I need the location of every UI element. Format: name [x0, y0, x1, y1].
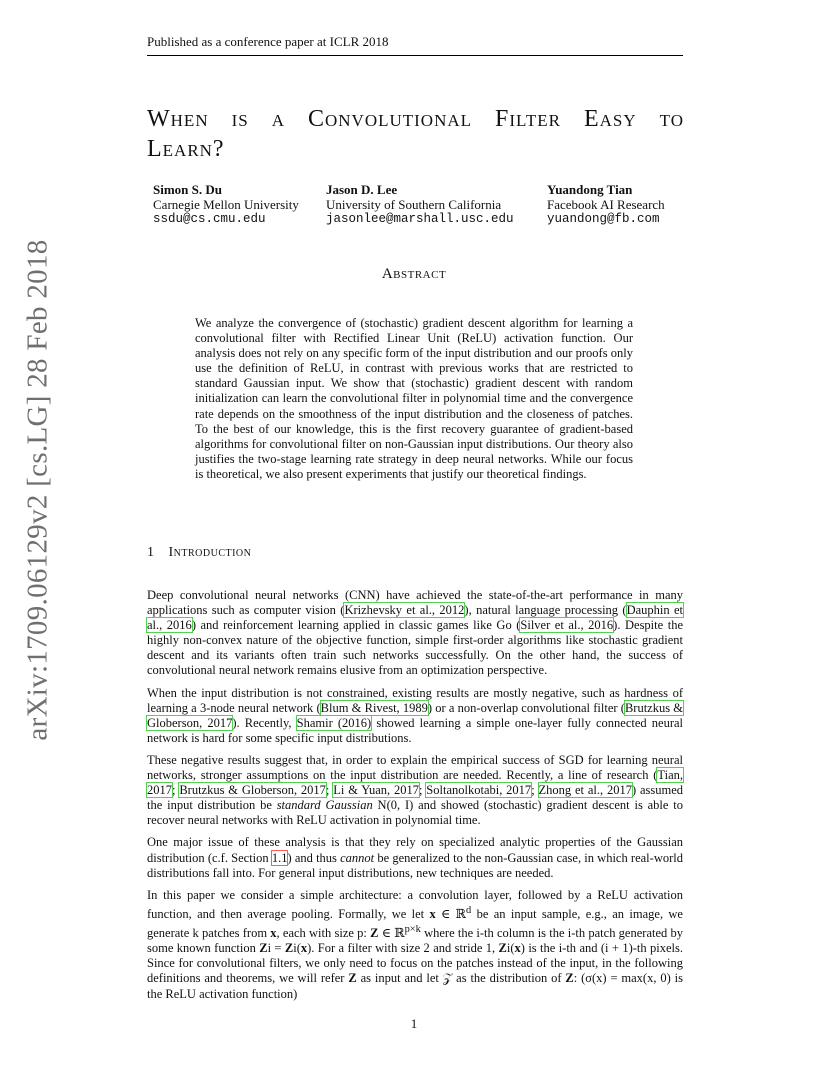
paragraph: These negative results suggest that, in order to explain the empirical success of SGD for learning neural networks, stronger assumptions on the input distribution are needed. Recently, a line of research (Tian, 2017; Brutzkus & Globerson, 2017; Li & Yuan, 2017; Soltanolkotabi, 2017; Zhong et al., 2017) assumed the input distribution be standard Gaussian N(0, I) and showed (stochastic) gradient descent is able to recover neural networks with ReLU activation in polynomial time. — [147, 752, 684, 828]
author-block-1 — [153, 182, 299, 227]
citation-link[interactable]: Zhong et al., 2017 — [538, 783, 632, 798]
arxiv-identifier: arXiv:1709.06129v2 [cs.LG] 28 Feb 2018 — [21, 239, 54, 741]
author-email[interactable]: jasonlee@marshall.usc.edu — [326, 212, 514, 226]
citation-link[interactable]: Brutzkus & Globerson, 2017 — [179, 783, 326, 798]
running-header: Published as a conference paper at ICLR 2018 — [147, 34, 683, 56]
author-name: Jason D. Lee — [326, 182, 398, 197]
citation-link[interactable]: Li & Yuan, 2017 — [333, 783, 419, 798]
author-block-2 — [326, 182, 514, 227]
section-heading — [147, 545, 251, 561]
paragraph: When the input distribution is not constrained, existing results are mostly negative, such as hardness of learning a 3-node neural network (Blum & Rivest, 1989) or a non-overlap convolutional filter (Brutzkus & Globerson, 2017). Recently, Shamir (2016) showed learning a simple one-layer fully connected neural network is hard for some specific input distributions. — [147, 685, 684, 745]
author-block-3 — [547, 182, 665, 227]
citation-link[interactable]: Brutzkus & Globerson, 2017 — [147, 700, 684, 730]
paragraph: Deep convolutional neural networks (CNN) have achieved the state-of-the-art performance in many applications such as computer vision (Krizhevsky et al., 2012), natural language processing (Dauphin et al., 2016) and reinforcement learning applied in classic games like Go (Silver et al., 2016). Despite the highly non-convex nature of the objective function, simple first-order algorithms like stochastic gradient descent and its variants often train such networks successfully. On the other hand, the success of convolutional neural network remains elusive from an optimization perspective. — [147, 588, 684, 678]
paper-title: When is a Convolutional Filter Easy to Learn? — [147, 106, 684, 162]
author-affiliation: Facebook AI Research — [547, 197, 665, 212]
section-number: 1 — [147, 545, 155, 560]
citation-link[interactable]: Silver et al., 2016 — [520, 618, 614, 633]
abstract-heading: Abstract — [381, 266, 447, 282]
author-affiliation: University of Southern California — [326, 197, 502, 212]
citation-link[interactable]: Shamir (2016) — [296, 715, 372, 730]
paragraph: One major issue of these analysis is that they rely on specialized analytic properties of the Gaussian distribution (c.f. Section 1.1) and thus cannot be generalized to the non-Gaussian case, in which real-world distributions fall into. For general input distributions, new techniques are needed. — [147, 835, 683, 880]
section-title: Introduction — [168, 545, 252, 560]
page-number: 1 — [410, 1016, 418, 1031]
author-name: Simon S. Du — [153, 182, 222, 197]
citation-link[interactable]: Blum & Rivest, 1989 — [320, 700, 428, 715]
author-email[interactable]: yuandong@fb.com — [547, 212, 660, 226]
citation-link[interactable]: Krizhevsky et al., 2012 — [344, 603, 465, 618]
author-email[interactable]: ssdu@cs.cmu.edu — [153, 212, 266, 226]
section-ref-link[interactable]: 1.1 — [271, 850, 288, 865]
author-name: Yuandong Tian — [547, 182, 633, 197]
citation-link[interactable]: Dauphin et al., 2016 — [147, 603, 684, 633]
citation-link[interactable]: Tian, 2017 — [147, 768, 683, 798]
abstract-body: We analyze the convergence of (stochastic) gradient descent algorithm for learning a convolutional filter with Rectified Linear Unit (ReLU) activation function. Our analysis does not rely on any specific form of the input distribution and our proofs only use the definition of ReLU, in contrast with previous works that are restricted to standard Gaussian input. We show that (stochastic) gradient descent with random initialization can learn the convolutional filter in polynomial time and the convergence rate depends on the smoothness of the input distribution and the closeness of patches. To the best of our knowledge, this is the first recovery guarantee of gradient-based algorithms for convolutional filter on non-Gaussian input distributions. Our theory also justifies the two-stage learning rate strategy in deep neural networks. While our focus is theoretical, we also present experiments that justify our theoretical findings. — [195, 316, 633, 481]
author-affiliation: Carnegie Mellon University — [153, 197, 299, 212]
citation-link[interactable]: Soltanolkotabi, 2017 — [426, 783, 532, 798]
paragraph: In this paper we consider a simple architecture: a convolution layer, followed by a ReLU activation function, and then average pooling. Formally, we let x ∈ ℝ$^d$ be an input sample, e.g., an image, we generate k patches from x, each with size p: Z ∈ ℝ$^{p\times k}$ where the i-th column is the i-th patch generated by some known function Zi = Zi(x). For a filter with size 2 and stride 1, Zi(x) is the i-th and (i + 1)-th pixels. Since for convolutional filters, we only need to focus on the patches instead of the input, in the following definitions and theorems, we will refer Z as input and let 𝒵 as the distribution of Z: (σ(x) = max(x, 0) is the ReLU activation function) — [147, 887, 683, 1001]
intro-body — [147, 588, 683, 1009]
